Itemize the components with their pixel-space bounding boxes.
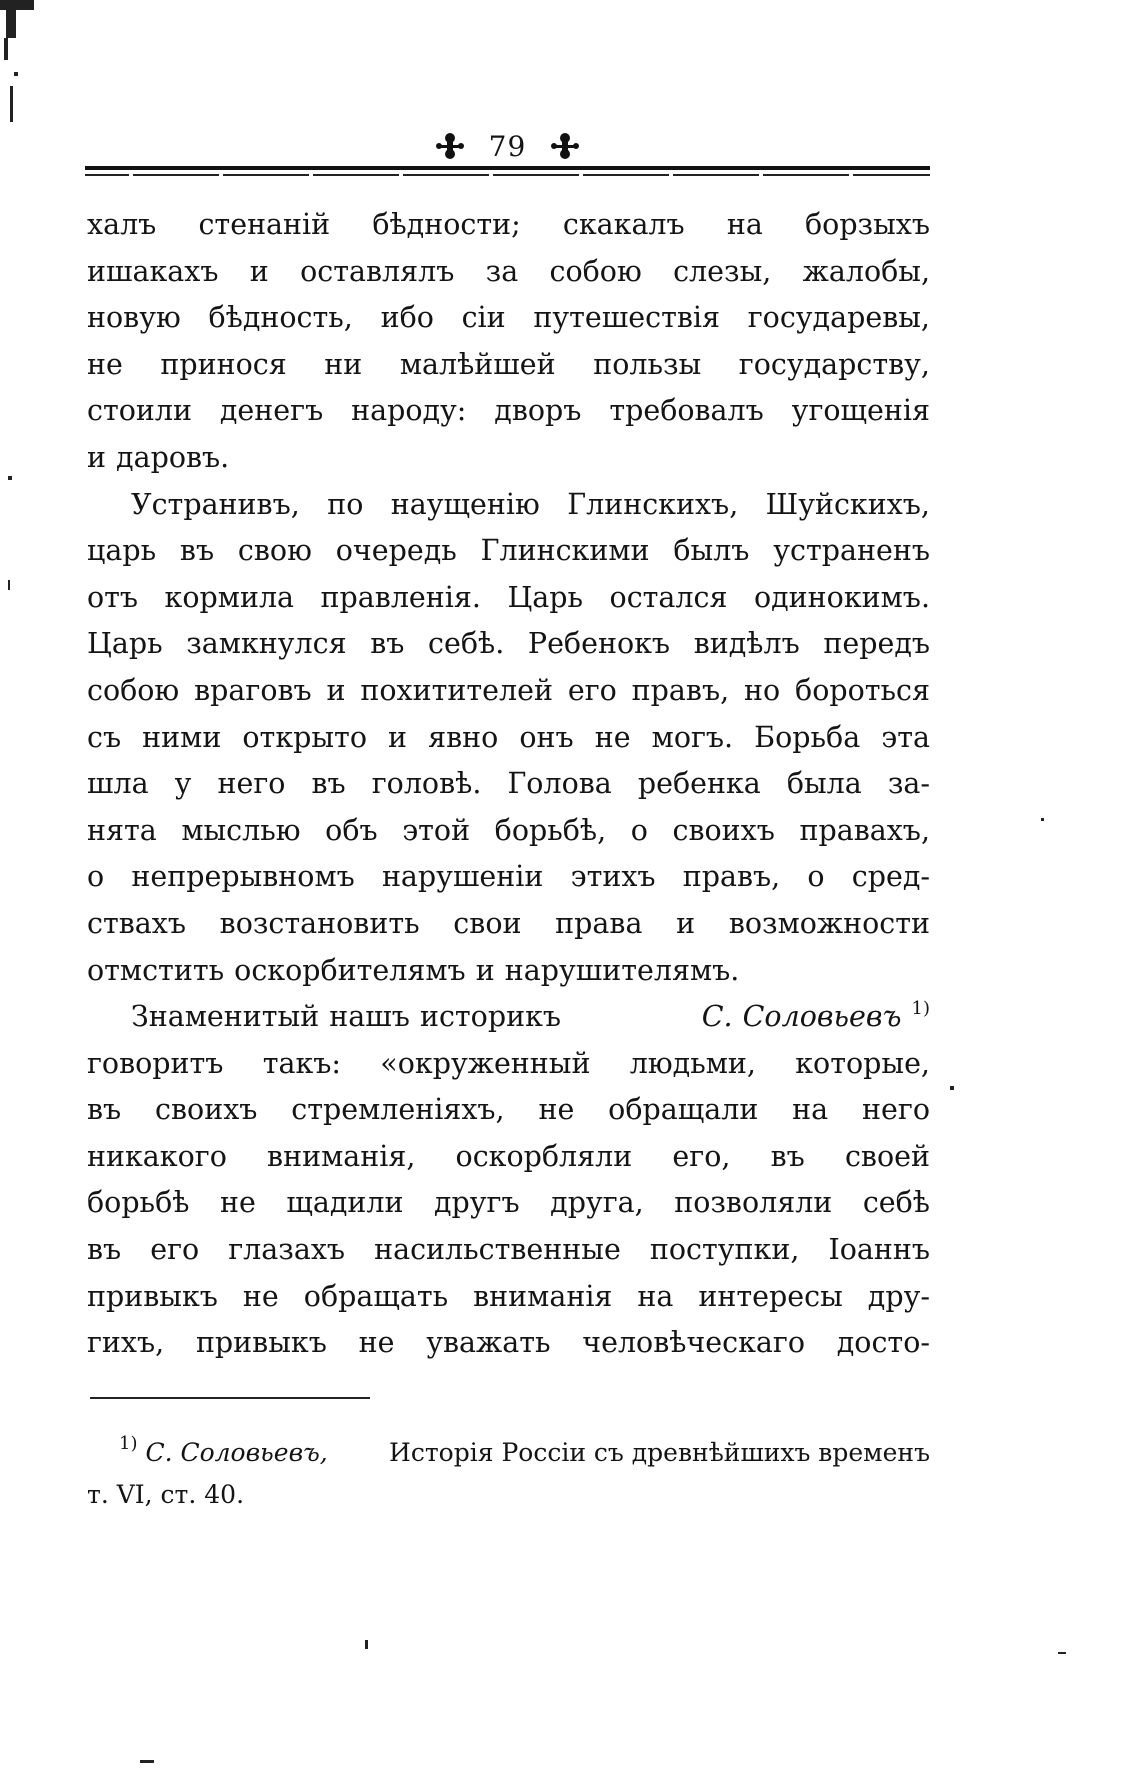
text-line: съ ними открыто и явно онъ не могъ. Борьба эта (87, 720, 930, 754)
scan-mark (140, 1760, 154, 1763)
fleuron-ornament-icon (433, 129, 467, 163)
page-header (85, 122, 930, 170)
text-line: никакого вниманія, оскорбляли его, въ своей (87, 1139, 930, 1173)
scan-mark (6, 10, 16, 38)
text-line: о непрерывномъ нарушеніи этихъ правъ, о сред- (87, 860, 930, 894)
text-line: привыкъ не обращать вниманія на интересы дру- (87, 1279, 930, 1313)
scan-mark (8, 580, 10, 590)
scan-mark (4, 38, 8, 60)
text-line: стоили денегъ народу: дворъ требовалъ угощенія (87, 394, 930, 428)
footnote-head (119, 1432, 328, 1474)
footnote-author: С. Соловьевъ, (145, 1438, 328, 1467)
author-name-italic: С. Соловьевъ (701, 1000, 902, 1034)
text-line: новую бѣдность, ибо сіи путешествія государевы, (87, 301, 930, 335)
text-line: шла у него въ головѣ. Голова ребенка была за- (87, 767, 930, 801)
body-text (87, 202, 930, 1367)
header-rule (85, 166, 930, 170)
text-line: не принося ни малѣйшей пользы государству, (87, 347, 930, 381)
footnote-line: т. VI, ст. 40. (87, 1480, 245, 1509)
text-line: говоритъ такъ: «окруженный людьми, которые, (87, 1046, 930, 1080)
header-rule-thin (85, 174, 930, 176)
scan-mark (1058, 1652, 1066, 1654)
text-line: отъ кормила правленія. Царь остался одинокимъ. (87, 580, 930, 614)
footnote-reference[interactable]: 1) (911, 998, 930, 1020)
scan-mark (14, 72, 18, 76)
scan-mark (365, 1640, 368, 1649)
footnote-line (87, 1432, 930, 1474)
scan-mark (1041, 818, 1044, 821)
text-line: халъ стенаній бѣдности; скакалъ на борзыхъ (87, 208, 930, 241)
page-number: 79 (488, 129, 527, 163)
footnote-title: Исторія Россіи съ древнѣйшихъ временъ (389, 1438, 930, 1467)
scan-mark (8, 476, 12, 480)
footnote-rule (90, 1397, 370, 1399)
text-line-soloviev (87, 994, 930, 1041)
footnote-marker: 1) (119, 1433, 138, 1454)
scan-mark (950, 1086, 954, 1090)
text-line: и даровъ. (87, 440, 230, 474)
text-line: отмстить оскорбителямъ и нарушителямъ. (87, 953, 740, 987)
text-fragment: Знаменитый нашъ историкъ (131, 1000, 562, 1034)
fleuron-ornament-icon (548, 129, 582, 163)
text-line: гихъ, привыкъ не уважать человѣческаго досто- (87, 1326, 930, 1360)
text-line: ствахъ возстановить свои права и возможности (87, 906, 930, 940)
author-name (702, 994, 930, 1041)
text-line: нята мыслью объ этой борьбѣ, о своихъ правахъ, (87, 813, 930, 847)
scan-mark (0, 0, 34, 10)
text-line: Устранивъ, по наущенію Глинскихъ, Шуйскихъ, (131, 487, 930, 521)
text-line: въ его глазахъ насильственные поступки, Іоаннъ (87, 1233, 930, 1267)
text-line: въ своихъ стремленіяхъ, не обращали на него (87, 1093, 930, 1127)
text-line: царь въ свою очередь Глинскими былъ устраненъ (87, 534, 930, 568)
text-line: Царь замкнулся въ себѣ. Ребенокъ видѣлъ передъ (87, 627, 930, 661)
text-line: ишакахъ и оставлялъ за собою слезы, жалобы, (87, 254, 930, 288)
scan-mark (10, 86, 13, 122)
text-line: борьбѣ не щадили другъ друга, позволяли себѣ (87, 1186, 930, 1220)
footnote (87, 1432, 930, 1516)
text-line: собою враговъ и похитителей его правъ, но бороться (87, 673, 930, 707)
